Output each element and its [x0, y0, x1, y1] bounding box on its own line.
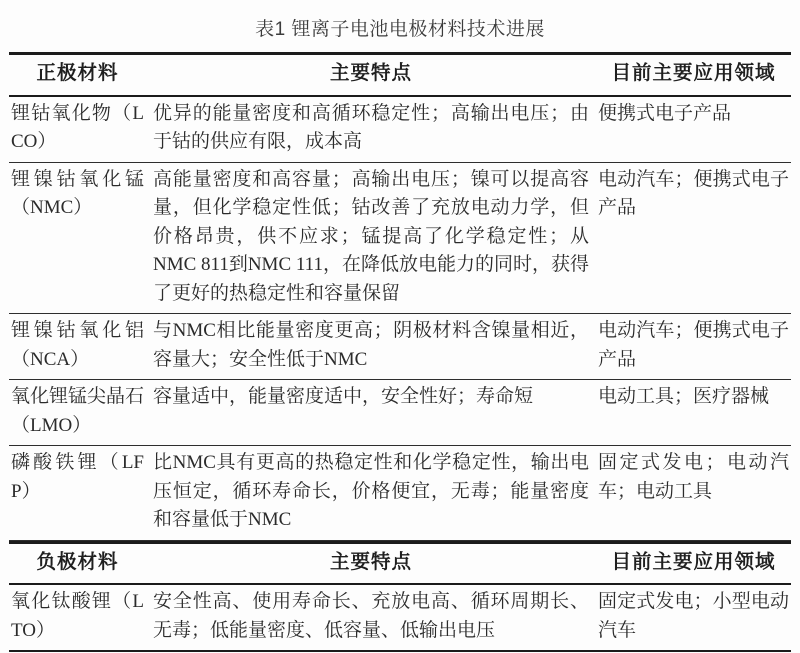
features-cell: 高能量密度和高容量；高输出电压；镍可以提高容量，但化学稳定性低；钴改善了充放电动力学，但价格昂贵，供不应求；锰提高了化学稳定性；从NMC 811到NMC 111，在降低放电能力的同时，获得了更好的热稳定性和容量保留 [153, 168, 589, 304]
header-material-column: 负极材料 [36, 551, 119, 573]
table-row-nca [9, 314, 791, 380]
header-applications-column: 目前主要应用领域 [611, 551, 776, 573]
material-cell: 氧化钛酸锂（LTO） [11, 591, 144, 641]
applications-cell: 固定式发电；电动汽车；电动工具 [598, 452, 789, 502]
table-row-lco [9, 97, 791, 163]
features-cell: 与NMC相比能量密度更高；阴极材料含镍量相近，容量大；安全性低于NMC [153, 320, 589, 370]
applications-cell: 电动汽车；便携式电子产品 [598, 320, 789, 370]
header-material-column: 正极材料 [36, 63, 119, 84]
features-cell: 优异的能量密度和高循环稳定性；高输出电压；由于钴的供应有限，成本高 [153, 102, 589, 152]
table-row-lmo [9, 380, 791, 446]
features-cell: 容量适中，能量密度适中，安全性好；寿命短 [153, 386, 534, 407]
table-row-lfp [9, 446, 791, 541]
applications-cell: 便携式电子产品 [598, 102, 732, 124]
section-header-cathode [9, 55, 791, 97]
table-row-nmc [9, 163, 791, 315]
material-cell: 锂钴氧化物（LCO） [11, 102, 144, 152]
applications-cell: 电动汽车；便携式电子产品 [598, 168, 789, 218]
table-row-lto [9, 585, 791, 650]
material-cell: 锂镍钴氧化锰（NMC） [11, 168, 144, 218]
material-cell: 氧化锂锰尖晶石（LMO） [11, 386, 145, 436]
materials-table [9, 52, 791, 652]
features-cell: 安全性高、使用寿命长、充放电高、循环周期长、无毒；低能量密度、低容量、低输出电压 [153, 591, 589, 641]
table-caption: 表1 锂离子电池电极材料技术进展 [255, 19, 545, 40]
section-header-anode [9, 541, 791, 586]
material-cell: 锂镍钴氧化铝（NCA） [11, 320, 144, 370]
header-features-column: 主要特点 [329, 551, 412, 573]
applications-cell: 电动工具；医疗器械 [598, 386, 770, 407]
header-features-column: 主要特点 [329, 63, 412, 84]
header-applications-column: 目前主要应用领域 [611, 63, 776, 84]
applications-cell: 固定式发电；小型电动汽车 [598, 591, 789, 641]
material-cell: 磷酸铁锂（LFP） [11, 452, 144, 502]
features-cell: 比NMC具有更高的热稳定性和化学稳定性，输出电压恒定，循环寿命长，价格便宜，无毒；能量密度和容量低于NMC [153, 452, 589, 530]
